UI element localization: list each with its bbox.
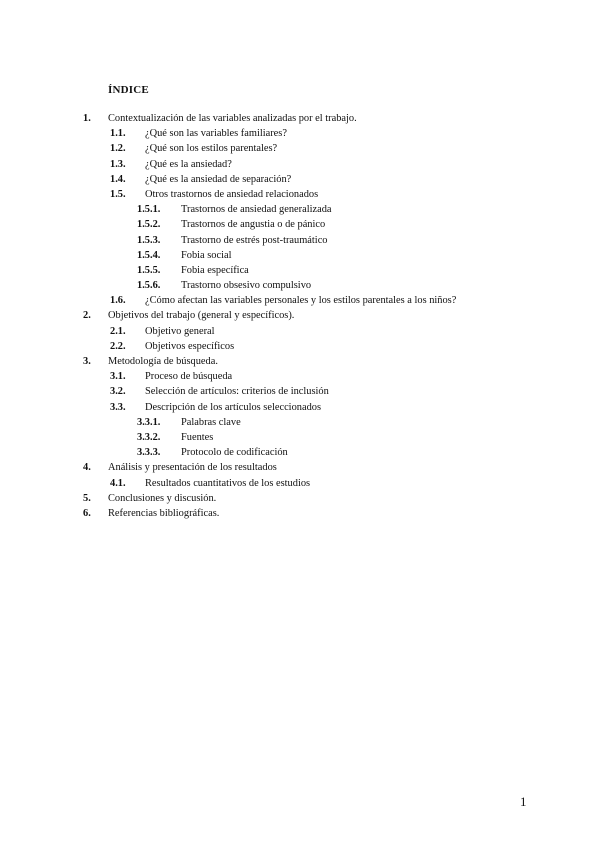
toc-entry-text: Trastornos de ansiedad generalizada [181, 204, 332, 216]
toc-entry-number: 1.5.6. [137, 280, 161, 292]
toc-entry-text: ¿Qué es la ansiedad? [145, 158, 232, 170]
toc-entry [0, 217, 600, 232]
toc-entry-number: 3.3.2. [137, 431, 161, 443]
toc-entry [0, 445, 600, 460]
toc-entry [0, 369, 600, 384]
toc-entry-text: Protocolo de codificación [181, 447, 288, 459]
toc-entry-number: 2.1. [110, 325, 126, 337]
toc-entry [0, 111, 600, 126]
toc-entry-number: 1.5.3. [137, 234, 161, 246]
toc-entry-number: 4.1. [110, 477, 126, 489]
toc-entry [0, 202, 600, 217]
toc-entry [0, 384, 600, 399]
toc-entry-number: 3. [83, 356, 91, 367]
toc-entry-text: Palabras clave [181, 416, 241, 428]
toc-entry-number: 1.6. [110, 295, 126, 307]
toc-entry-text: Fobia específica [181, 264, 249, 276]
toc-entry-number: 1. [83, 113, 91, 124]
toc-entry-text: Resultados cuantitativos de los estudios [145, 477, 311, 489]
toc-entry-number: 2. [83, 310, 91, 322]
table-of-contents [0, 111, 600, 521]
toc-entry-text: Contextualización de las variables analizadas por el trabajo. [108, 113, 357, 124]
toc-entry-text: Trastornos de angustia o de pánico [181, 219, 326, 231]
toc-entry-number: 2.2. [110, 340, 126, 352]
toc-entry-number: 3.3. [110, 401, 126, 413]
toc-entry-number: 1.3. [110, 158, 126, 170]
toc-entry [0, 278, 600, 293]
toc-entry [0, 460, 600, 475]
toc-entry [0, 141, 600, 156]
toc-entry [0, 339, 600, 354]
toc-entry [0, 430, 600, 445]
toc-entry-text: Fuentes [181, 431, 214, 443]
toc-entry [0, 293, 600, 308]
toc-entry-text: Referencias bibliográficas. [108, 507, 220, 519]
toc-entry-number: 1.2. [110, 143, 126, 155]
toc-entry-text: Metodología de búsqueda. [108, 356, 218, 367]
toc-entry [0, 491, 600, 506]
toc-entry-text: Otros trastornos de ansiedad relacionados [145, 188, 319, 200]
toc-entry-text: Análisis y presentación de los resultados [108, 462, 277, 474]
toc-entry-number: 1.5. [110, 188, 126, 200]
page-number: 1 [520, 794, 527, 809]
toc-entry-number: 1.5.1. [137, 204, 161, 216]
toc-entry-number: 1.5.4. [137, 249, 161, 261]
toc-entry-text: Fobia social [181, 249, 232, 261]
toc-entry [0, 308, 600, 323]
toc-entry [0, 263, 600, 278]
toc-entry-number: 3.3.3. [137, 447, 161, 459]
toc-entry-text: ¿Cómo afectan las variables personales y los estilos parentales a los niños? [145, 295, 457, 307]
toc-entry-text: Selección de artículos: criterios de inclusión [145, 386, 329, 398]
toc-entry-text: ¿Qué son las variables familiares? [145, 128, 287, 140]
toc-entry [0, 354, 600, 369]
toc-entry [0, 415, 600, 430]
toc-entry-number: 6. [83, 507, 91, 519]
toc-entry [0, 157, 600, 172]
toc-entry [0, 126, 600, 141]
toc-entry-number: 1.5.5. [137, 264, 161, 276]
toc-entry [0, 476, 600, 491]
toc-entry-text: Objetivos específicos [145, 340, 235, 352]
toc-entry [0, 248, 600, 263]
toc-entry-text: Trastorno de estrés post-traumático [181, 234, 328, 246]
toc-entry-number: 1.1. [110, 128, 126, 140]
toc-entry-text: ¿Qué es la ansiedad de separación? [145, 173, 292, 185]
toc-entry [0, 400, 600, 415]
toc-entry [0, 506, 600, 521]
toc-entry [0, 324, 600, 339]
toc-entry-text: Conclusiones y discusión. [108, 492, 217, 504]
toc-entry [0, 187, 600, 202]
toc-entry-number: 3.3.1. [137, 416, 161, 428]
toc-entry-number: 1.5.2. [137, 219, 161, 231]
toc-entry-number: 4. [83, 462, 91, 474]
page-title: ÍNDICE [108, 84, 149, 96]
toc-entry-number: 3.1. [110, 371, 126, 383]
toc-entry-text: Objetivo general [145, 325, 215, 337]
toc-entry-text: Proceso de búsqueda [145, 371, 233, 383]
toc-entry-number: 5. [83, 492, 91, 504]
toc-entry [0, 233, 600, 248]
toc-entry-text: Descripción de los artículos seleccionados [145, 401, 322, 413]
toc-entry-text: Trastorno obsesivo compulsivo [181, 280, 312, 292]
toc-entry [0, 172, 600, 187]
toc-entry-number: 1.4. [110, 173, 126, 185]
toc-entry-text: ¿Qué son los estilos parentales? [145, 143, 278, 155]
toc-entry-text: Objetivos del trabajo (general y específicos). [108, 310, 295, 322]
toc-entry-number: 3.2. [110, 386, 126, 398]
